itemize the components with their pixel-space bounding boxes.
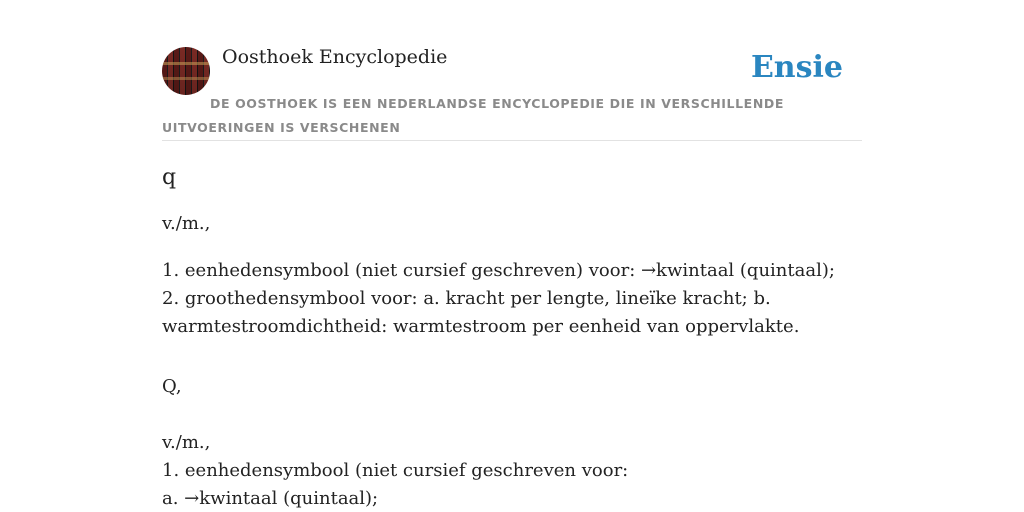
encyclopedia-avatar[interactable] xyxy=(162,47,210,95)
grammar-label: v./m., xyxy=(162,213,211,234)
site-header xyxy=(162,46,862,141)
ensie-logo[interactable]: Ensie xyxy=(750,50,843,85)
second-entry-headword: Q, xyxy=(162,376,182,397)
definition-list xyxy=(162,257,862,341)
spacer xyxy=(162,401,862,429)
entry-content xyxy=(162,162,862,341)
definition-line: warmtestroomdichtheid: warmtestroom per eenheid van oppervlakte. xyxy=(162,316,800,337)
definition-line: 1. eenhedensymbool (niet cursief geschreven voor: xyxy=(162,460,629,481)
definition-line: 1. eenhedensymbool (niet cursief geschreven) voor: →kwintaal (quintaal); xyxy=(162,260,835,281)
site-tagline: DE OOSTHOEK IS EEN NEDERLANDSE ENCYCLOPEDIE DIE IN VERSCHILLENDE UITVOERINGEN IS VERSCHENEN xyxy=(162,96,784,135)
site-title[interactable]: Oosthoek Encyclopedie xyxy=(222,46,448,68)
second-entry xyxy=(162,373,862,512)
definition-line: a. →kwintaal (quintaal); xyxy=(162,488,379,509)
second-entry-grammar: v./m., xyxy=(162,432,211,453)
entry-headword: q xyxy=(162,165,177,190)
definition-line: 2. groothedensymbool voor: a. kracht per lengte, lineïke kracht; b. xyxy=(162,288,771,309)
